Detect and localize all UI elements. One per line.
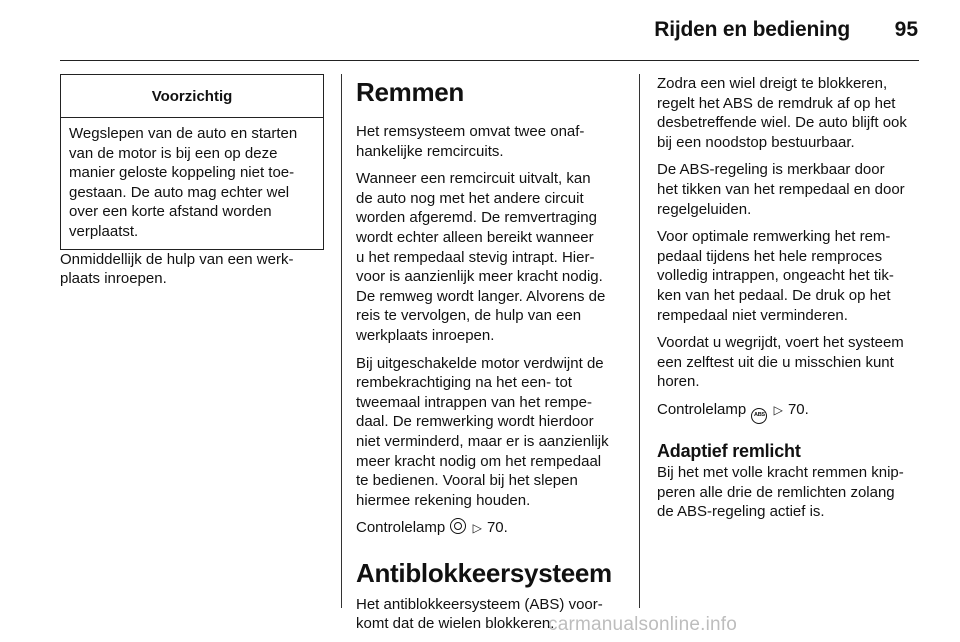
column-divider-left: [341, 74, 342, 608]
caution-title: Voorzichtig: [61, 75, 323, 118]
paragraph-engine-off: Bij uitgeschakelde motor verdwijnt de rembekrachtiging na het een- tot tweemaal intrappen van het rempe- daal. De remwerking wordt hierdoor niet verminderd, maar er is aanzienlijk meer kracht nodig om het rempedaal te bedienen. Vooral bij het slepen hiermee rekening houden.: [356, 354, 609, 509]
paragraph-call-workshop: Onmiddellijk de hulp van een werk- plaats inroepen.: [60, 250, 294, 288]
column-left: [60, 74, 324, 297]
paragraph-abs-intro: Het antiblokkeersysteem (ABS) voor- komt dat de wielen blokkeren.: [356, 595, 603, 633]
paragraph-circuit-failure: Wanneer een remcircuit uitvalt, kan de auto nog met het andere circuit worden afgeremd. De remvertraging wordt echter alleen bereikt wanneer u het rempedaal stevig intrapt. Hier- voor is aanzienlijk meer kracht nodig. De remweg wordt langer. Alvorens de reis te vervolgen, de hulp van een werkplaats inroepen.: [356, 170, 606, 344]
page-reference-arrow-icon: ▷: [773, 402, 783, 417]
page-reference: 70.: [787, 400, 809, 418]
abs-warning-icon: ABS: [751, 408, 767, 424]
paragraph-self-test: Voordat u wegrijdt, voert het systeem een zelftest uit die u misschien kunt horen.: [657, 334, 904, 391]
caution-text: Wegslepen van de auto en starten van de motor is bij een op deze manier geloste koppeling niet toe- gestaan. De auto mag echter wel over een korte afstand worden verplaatst.: [69, 125, 298, 240]
control-lamp-label: Controlelamp: [657, 400, 747, 418]
page-reference-arrow-icon: ▷: [472, 521, 482, 536]
paragraph-abs-regulation: Zodra een wiel dreigt te blokkeren, regelt het ABS de remdruk af op het desbetreffende wiel. De auto blijft ook bij een noodstop bestuurbaar.: [657, 75, 907, 151]
paragraph-abs-noticeable: De ABS-regeling is merkbaar door het tikken van het rempedaal en door regelgeluiden.: [657, 161, 905, 218]
column-right: [657, 74, 923, 530]
paragraph-adaptive-brake-light: Bij het met volle kracht remmen knip- peren alle drie de remlichten zolang de ABS-regeling actief is.: [657, 463, 904, 521]
control-lamp-label: Controlelamp: [356, 519, 446, 537]
caution-box: [60, 74, 324, 250]
paragraph-brake-circuits: Het remsysteem omvat twee onaf- hankelijke remcircuits.: [356, 123, 585, 160]
header-rule: [60, 60, 919, 61]
brake-warning-icon: [450, 518, 466, 534]
page-header-title: Rijden en bediening: [654, 18, 850, 41]
control-lamp-reference-abs: [657, 400, 923, 424]
column-divider-right: [639, 74, 640, 608]
page-reference: 70.: [486, 519, 508, 537]
control-lamp-reference-brake: [356, 518, 624, 539]
page-number: 95: [894, 18, 918, 41]
watermark: carmanualsonline.info: [548, 614, 738, 635]
section-heading-brakes: Remmen: [356, 77, 465, 107]
section-heading-abs: Antiblokkeersysteem: [356, 557, 612, 588]
section-heading-adaptive-brake-light: Adaptief remlicht: [657, 440, 801, 461]
column-middle: [356, 74, 624, 642]
paragraph-optimal-braking: Voor optimale remwerking het rem- pedaal tijdens het hele remproces volledig intrappen, ongeacht het tik- ken van het pedaal. De druk op het rempedaal niet verminderen.: [657, 228, 894, 324]
